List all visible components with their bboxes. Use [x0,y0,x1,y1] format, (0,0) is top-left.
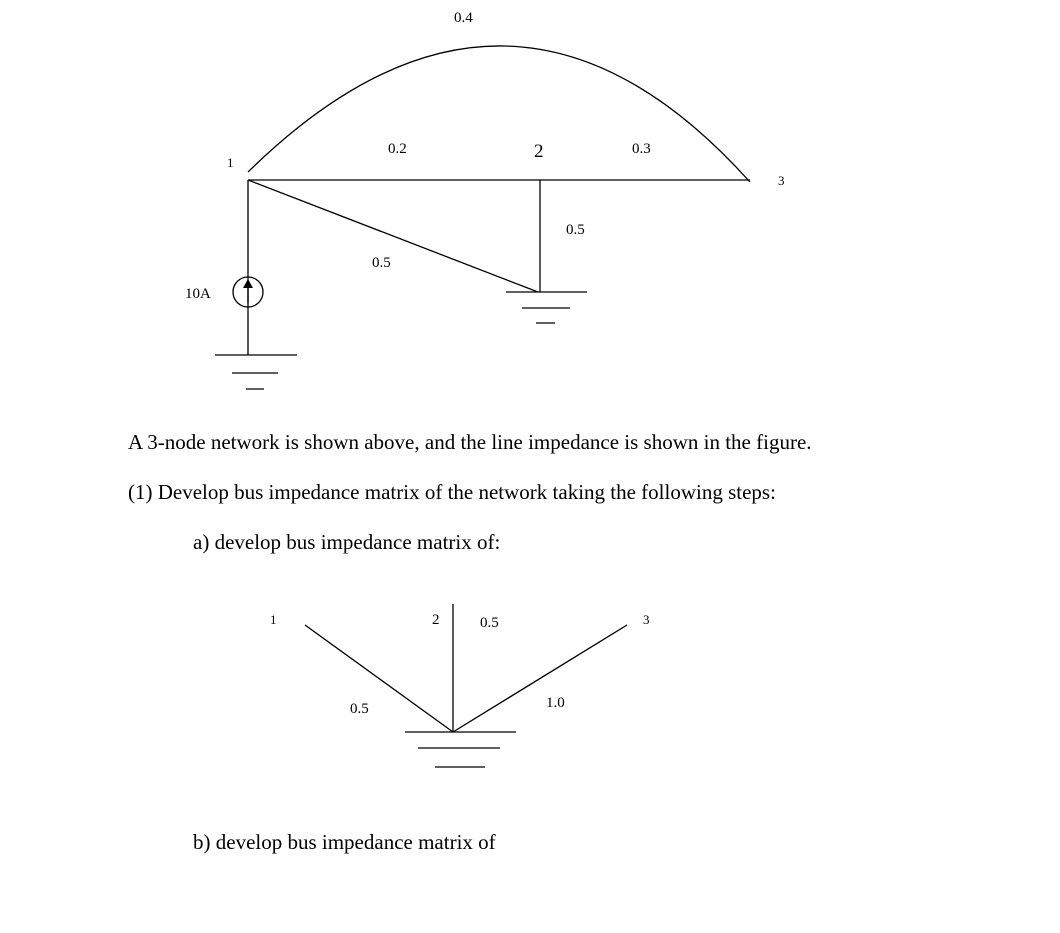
ground-symbol-icon [506,292,587,323]
step-b-paragraph: b) develop bus impedance matrix of [193,830,496,854]
impedance-2-ground-label: 0.5 [566,222,585,238]
source-arrow-head-icon [243,279,253,288]
network-figure-1 [215,46,750,389]
fig2-impedance-3-label: 1.0 [546,695,565,711]
ground-symbol-icon [215,355,297,389]
intro-paragraph: A 3-node network is shown above, and the line impedance is shown in the figure. [128,430,812,454]
node-3-label: 3 [778,173,785,188]
node-1-label: 1 [227,155,234,170]
fig2-node-2-label: 2 [432,612,440,628]
node-2-label: 2 [534,141,544,162]
diagonal-line-1-ground [248,180,538,292]
impedance-1-2-label: 0.2 [388,141,407,157]
step-1-paragraph: (1) Develop bus impedance matrix of the network taking the following steps: [128,480,776,504]
fig2-impedance-1-label: 0.5 [350,701,369,717]
fig2-node-3-label: 3 [643,612,650,627]
step-a-paragraph: a) develop bus impedance matrix of: [193,530,501,554]
ground-symbol-icon [405,732,516,767]
network-figure-2 [305,604,627,767]
fig2-impedance-2-label: 0.5 [480,615,499,631]
impedance-2-3-label: 0.3 [632,141,651,157]
branch-1-ground [305,625,453,732]
impedance-arc-1-3-label: 0.4 [454,10,473,26]
arc-line-1-3 [248,46,750,182]
current-source-label: 10A [185,286,211,302]
branch-3-ground [453,625,627,732]
impedance-1-ground-label: 0.5 [372,255,391,271]
fig2-node-1-label: 1 [270,612,277,627]
